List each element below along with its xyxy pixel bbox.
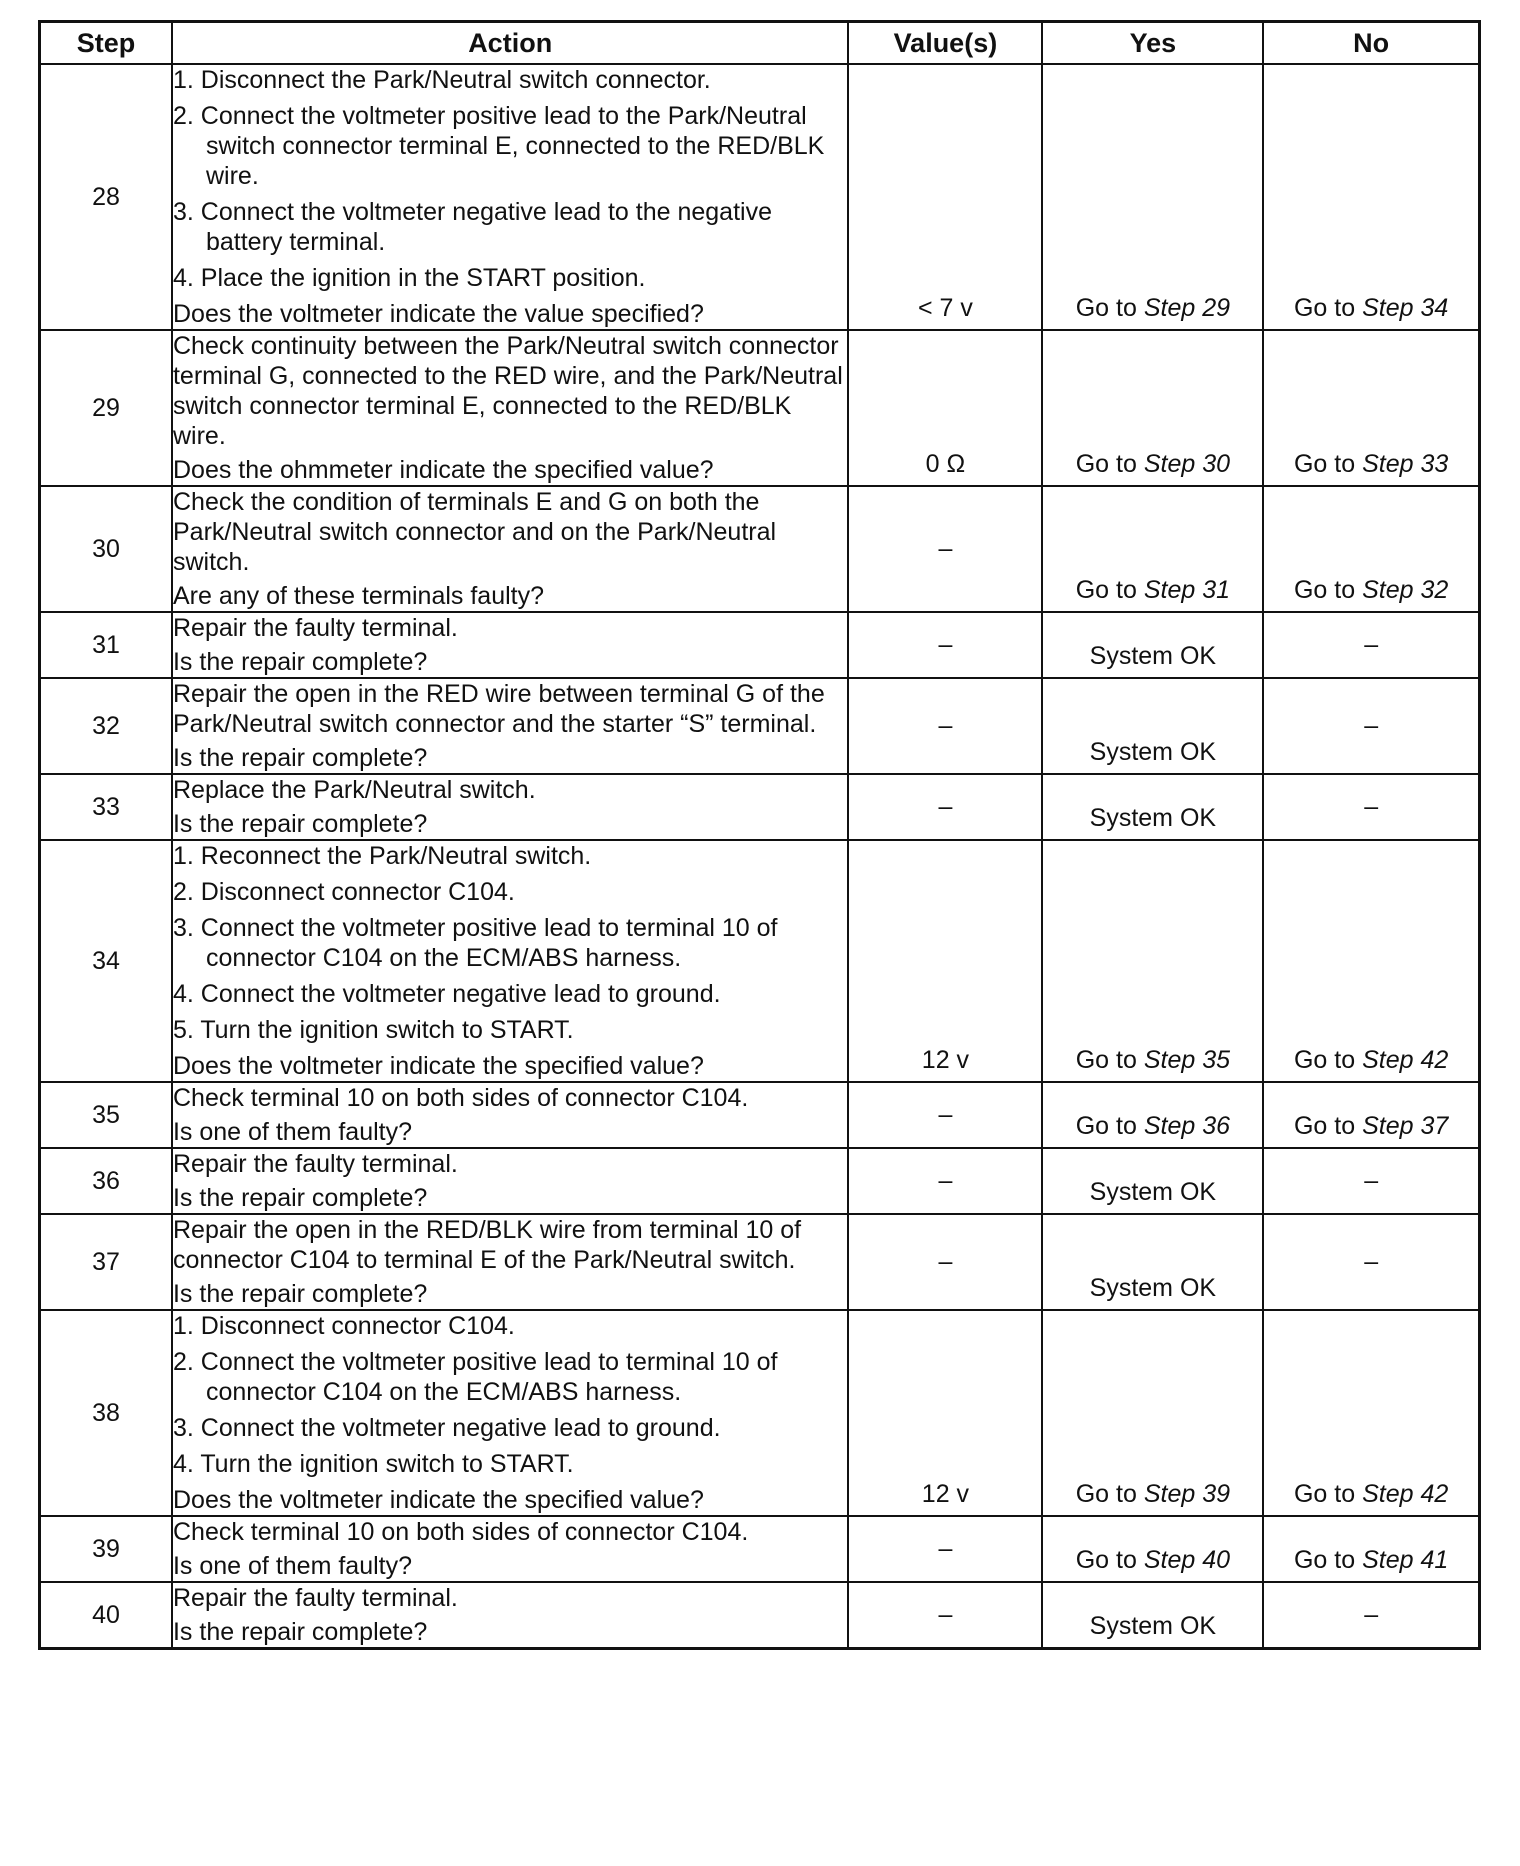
- no-outcome: [1264, 793, 1478, 822]
- no-cell: [1263, 678, 1479, 774]
- value-cell: [848, 840, 1042, 1082]
- action-question: Is one of them faulty?: [172, 1552, 413, 1580]
- no-outcome: [1264, 1167, 1478, 1196]
- yes-cell: [1042, 774, 1263, 840]
- action-list-item: 4. Turn the ignition switch to START.: [172, 1450, 574, 1478]
- yes-cell: [1042, 840, 1263, 1082]
- no-outcome: [1264, 1546, 1478, 1575]
- no-prefix: Go to: [1293, 1480, 1356, 1508]
- action-question: Does the voltmeter indicate the value specified?: [172, 300, 704, 328]
- no-step-ref: Step 42: [1362, 1046, 1449, 1074]
- yes-text: System OK: [1089, 1178, 1217, 1206]
- yes-outcome: [1043, 1046, 1262, 1075]
- no-step-ref: Step 33: [1362, 450, 1449, 478]
- action-cell: [172, 840, 848, 1082]
- yes-step-ref: Step 30: [1143, 450, 1231, 478]
- no-text: –: [1364, 630, 1379, 659]
- value-cell: [848, 486, 1042, 612]
- action-text: Repair the faulty terminal.: [172, 1584, 458, 1612]
- value-cell: [848, 1082, 1042, 1148]
- value-cell: [848, 612, 1042, 678]
- value-text: –: [938, 534, 953, 563]
- action-question: Does the voltmeter indicate the specified value?: [172, 1486, 704, 1514]
- yes-outcome: [1043, 1546, 1262, 1575]
- value-text: –: [938, 792, 953, 821]
- action-cell: [172, 486, 848, 612]
- no-step-ref: Step 42: [1362, 1480, 1449, 1508]
- yes-prefix: Go to: [1075, 294, 1137, 322]
- table-row: [40, 1214, 1480, 1310]
- action-cell: [172, 1082, 848, 1148]
- no-text: –: [1364, 1247, 1379, 1276]
- table-row: [40, 330, 1480, 486]
- no-cell: [1263, 1310, 1479, 1516]
- no-outcome: [1264, 631, 1478, 660]
- table-row: [40, 1082, 1480, 1148]
- no-outcome: [1264, 450, 1478, 479]
- action-cell: [172, 1582, 848, 1649]
- yes-outcome: [1043, 1178, 1262, 1207]
- value-text: 0 Ω: [925, 450, 966, 478]
- yes-text: System OK: [1089, 642, 1217, 670]
- step-number: 40: [40, 1582, 172, 1649]
- table-body: [40, 64, 1480, 1649]
- yes-cell: [1042, 1582, 1263, 1649]
- yes-outcome: [1043, 738, 1262, 767]
- header-action: Action: [172, 22, 848, 65]
- value-cell: [848, 1582, 1042, 1649]
- action-cell: [172, 330, 848, 486]
- no-prefix: Go to: [1293, 576, 1356, 604]
- value-text: –: [938, 1247, 953, 1276]
- step-number: 35: [40, 1082, 172, 1148]
- action-question: Is the repair complete?: [172, 744, 428, 772]
- header-yes: Yes: [1042, 22, 1263, 65]
- no-step-ref: Step 32: [1362, 576, 1449, 604]
- action-text: Replace the Park/Neutral switch.: [172, 776, 536, 804]
- action-text: Check the condition of terminals E and G on both the Park/Neutral switch connector and on the Park/Neutral switch.: [172, 488, 777, 576]
- yes-outcome: [1043, 1480, 1262, 1509]
- no-cell: [1263, 486, 1479, 612]
- no-cell: [1263, 774, 1479, 840]
- action-list-item: 3. Connect the voltmeter negative lead to the negative battery terminal.: [172, 198, 772, 256]
- yes-cell: [1042, 1516, 1263, 1582]
- step-number: 37: [40, 1214, 172, 1310]
- no-outcome: [1264, 1046, 1478, 1075]
- yes-outcome: [1043, 642, 1262, 671]
- no-outcome: [1264, 294, 1478, 323]
- value-text: –: [938, 1100, 953, 1129]
- action-text: Repair the open in the RED/BLK wire from terminal 10 of connector C104 to terminal E of the Park/Neutral switch.: [172, 1216, 802, 1274]
- no-cell: [1263, 612, 1479, 678]
- step-number: 31: [40, 612, 172, 678]
- action-question: Are any of these terminals faulty?: [172, 582, 545, 610]
- yes-outcome: [1043, 294, 1262, 323]
- yes-cell: [1042, 1082, 1263, 1148]
- action-question: Is one of them faulty?: [172, 1118, 413, 1146]
- action-question: Is the repair complete?: [172, 648, 428, 676]
- no-step-ref: Step 41: [1362, 1546, 1449, 1574]
- no-cell: [1263, 1582, 1479, 1649]
- action-list-item: 3. Connect the voltmeter positive lead to terminal 10 of connector C104 on the ECM/ABS harness.: [172, 914, 778, 972]
- yes-step-ref: Step 40: [1143, 1546, 1231, 1574]
- table-row: [40, 612, 1480, 678]
- action-list-item: 5. Turn the ignition switch to START.: [172, 1016, 574, 1044]
- table-row: [40, 1310, 1480, 1516]
- value-text: –: [938, 711, 953, 740]
- no-text: –: [1364, 1166, 1379, 1195]
- yes-cell: [1042, 678, 1263, 774]
- yes-cell: [1042, 1148, 1263, 1214]
- table-row: [40, 840, 1480, 1082]
- yes-cell: [1042, 1214, 1263, 1310]
- table-row: [40, 1148, 1480, 1214]
- action-list-item: 1. Disconnect the Park/Neutral switch connector.: [172, 66, 711, 94]
- action-list-item: 3. Connect the voltmeter negative lead to ground.: [172, 1414, 721, 1442]
- no-prefix: Go to: [1293, 1112, 1356, 1140]
- action-list-item: 1. Reconnect the Park/Neutral switch.: [172, 842, 592, 870]
- table-row: [40, 1516, 1480, 1582]
- step-number: 33: [40, 774, 172, 840]
- yes-text: System OK: [1089, 804, 1217, 832]
- action-text: Repair the faulty terminal.: [172, 614, 458, 642]
- action-text: Check terminal 10 on both sides of connector C104.: [172, 1518, 749, 1546]
- step-number: 29: [40, 330, 172, 486]
- action-text: Check continuity between the Park/Neutral switch connector terminal G, connected to the RED wire, and the Park/Neutral switch connector terminal E, connected to the RED/BLK wire.: [172, 332, 843, 450]
- action-list-item: 2. Connect the voltmeter positive lead to the Park/Neutral switch connector terminal E, connected to the RED/BLK wire.: [172, 102, 825, 190]
- yes-step-ref: Step 29: [1143, 294, 1231, 322]
- action-question: Does the ohmmeter indicate the specified value?: [172, 456, 714, 484]
- value-cell: [848, 1516, 1042, 1582]
- action-list-item: 2. Connect the voltmeter positive lead to terminal 10 of connector C104 on the ECM/ABS harness.: [172, 1348, 778, 1406]
- action-list-item: 2. Disconnect connector C104.: [172, 878, 515, 906]
- diagnostic-table: [38, 20, 1481, 1650]
- yes-text: System OK: [1089, 738, 1217, 766]
- value-cell: [848, 678, 1042, 774]
- header-no: No: [1263, 22, 1479, 65]
- no-prefix: Go to: [1293, 1546, 1356, 1574]
- yes-prefix: Go to: [1075, 450, 1137, 478]
- action-cell: [172, 612, 848, 678]
- no-cell: [1263, 1082, 1479, 1148]
- yes-step-ref: Step 39: [1143, 1480, 1231, 1508]
- action-list-item: 4. Connect the voltmeter negative lead to ground.: [172, 980, 721, 1008]
- value-text: 12 v: [921, 1480, 970, 1508]
- value-text: –: [938, 630, 953, 659]
- action-cell: [172, 1516, 848, 1582]
- yes-outcome: [1043, 576, 1262, 605]
- header-values: Value(s): [848, 22, 1042, 65]
- action-question: Is the repair complete?: [172, 1618, 428, 1646]
- header-step: Step: [40, 22, 172, 65]
- table-row: [40, 64, 1480, 330]
- yes-step-ref: Step 31: [1143, 576, 1231, 604]
- table-row: [40, 1582, 1480, 1649]
- action-cell: [172, 1148, 848, 1214]
- step-number: 38: [40, 1310, 172, 1516]
- header-row: [40, 22, 1480, 65]
- step-number: 32: [40, 678, 172, 774]
- yes-cell: [1042, 612, 1263, 678]
- yes-cell: [1042, 330, 1263, 486]
- yes-step-ref: Step 35: [1143, 1046, 1231, 1074]
- yes-step-ref: Step 36: [1143, 1112, 1231, 1140]
- action-question: Is the repair complete?: [172, 1280, 428, 1308]
- action-cell: [172, 1310, 848, 1516]
- no-outcome: [1264, 1112, 1478, 1141]
- yes-outcome: [1043, 1112, 1262, 1141]
- yes-text: System OK: [1089, 1612, 1217, 1640]
- action-cell: [172, 774, 848, 840]
- yes-prefix: Go to: [1075, 1112, 1137, 1140]
- step-number: 36: [40, 1148, 172, 1214]
- value-text: –: [938, 1534, 953, 1563]
- yes-text: System OK: [1089, 1274, 1217, 1302]
- value-cell: [848, 330, 1042, 486]
- value-text: 12 v: [921, 1046, 970, 1074]
- step-number: 34: [40, 840, 172, 1082]
- yes-prefix: Go to: [1075, 1046, 1137, 1074]
- no-outcome: [1264, 576, 1478, 605]
- action-question: Is the repair complete?: [172, 810, 428, 838]
- no-prefix: Go to: [1293, 1046, 1356, 1074]
- action-list-item: 1. Disconnect connector C104.: [172, 1312, 515, 1340]
- no-step-ref: Step 37: [1362, 1112, 1449, 1140]
- action-question: Does the voltmeter indicate the specified value?: [172, 1052, 704, 1080]
- no-outcome: [1264, 1248, 1478, 1277]
- no-prefix: Go to: [1293, 450, 1356, 478]
- value-cell: [848, 1310, 1042, 1516]
- no-text: –: [1364, 711, 1379, 740]
- action-question: Is the repair complete?: [172, 1184, 428, 1212]
- no-outcome: [1264, 1601, 1478, 1630]
- yes-prefix: Go to: [1075, 1480, 1137, 1508]
- yes-prefix: Go to: [1075, 576, 1137, 604]
- yes-cell: [1042, 64, 1263, 330]
- yes-outcome: [1043, 1612, 1262, 1641]
- no-step-ref: Step 34: [1362, 294, 1449, 322]
- action-text: Check terminal 10 on both sides of connector C104.: [172, 1084, 749, 1112]
- value-cell: [848, 1148, 1042, 1214]
- table-row: [40, 774, 1480, 840]
- no-text: –: [1364, 792, 1379, 821]
- action-list-item: 4. Place the ignition in the START position.: [172, 264, 646, 292]
- value-text: < 7 v: [917, 294, 973, 322]
- no-cell: [1263, 1516, 1479, 1582]
- table-row: [40, 678, 1480, 774]
- yes-prefix: Go to: [1075, 1546, 1137, 1574]
- no-cell: [1263, 330, 1479, 486]
- step-number: 28: [40, 64, 172, 330]
- step-number: 30: [40, 486, 172, 612]
- action-cell: [172, 1214, 848, 1310]
- no-cell: [1263, 840, 1479, 1082]
- yes-outcome: [1043, 1274, 1262, 1303]
- table-row: [40, 486, 1480, 612]
- step-number: 39: [40, 1516, 172, 1582]
- value-cell: [848, 1214, 1042, 1310]
- no-cell: [1263, 64, 1479, 330]
- value-cell: [848, 64, 1042, 330]
- yes-cell: [1042, 1310, 1263, 1516]
- no-cell: [1263, 1148, 1479, 1214]
- value-text: –: [938, 1166, 953, 1195]
- yes-outcome: [1043, 450, 1262, 479]
- no-cell: [1263, 1214, 1479, 1310]
- action-text: Repair the open in the RED wire between terminal G of the Park/Neutral switch connector and the starter “S” terminal.: [172, 680, 825, 738]
- yes-cell: [1042, 486, 1263, 612]
- action-text: Repair the faulty terminal.: [172, 1150, 458, 1178]
- action-cell: [172, 678, 848, 774]
- value-cell: [848, 774, 1042, 840]
- value-text: –: [938, 1600, 953, 1629]
- action-cell: [172, 64, 848, 330]
- no-outcome: [1264, 1480, 1478, 1509]
- yes-outcome: [1043, 804, 1262, 833]
- no-text: –: [1364, 1600, 1379, 1629]
- no-outcome: [1264, 712, 1478, 741]
- no-prefix: Go to: [1293, 294, 1356, 322]
